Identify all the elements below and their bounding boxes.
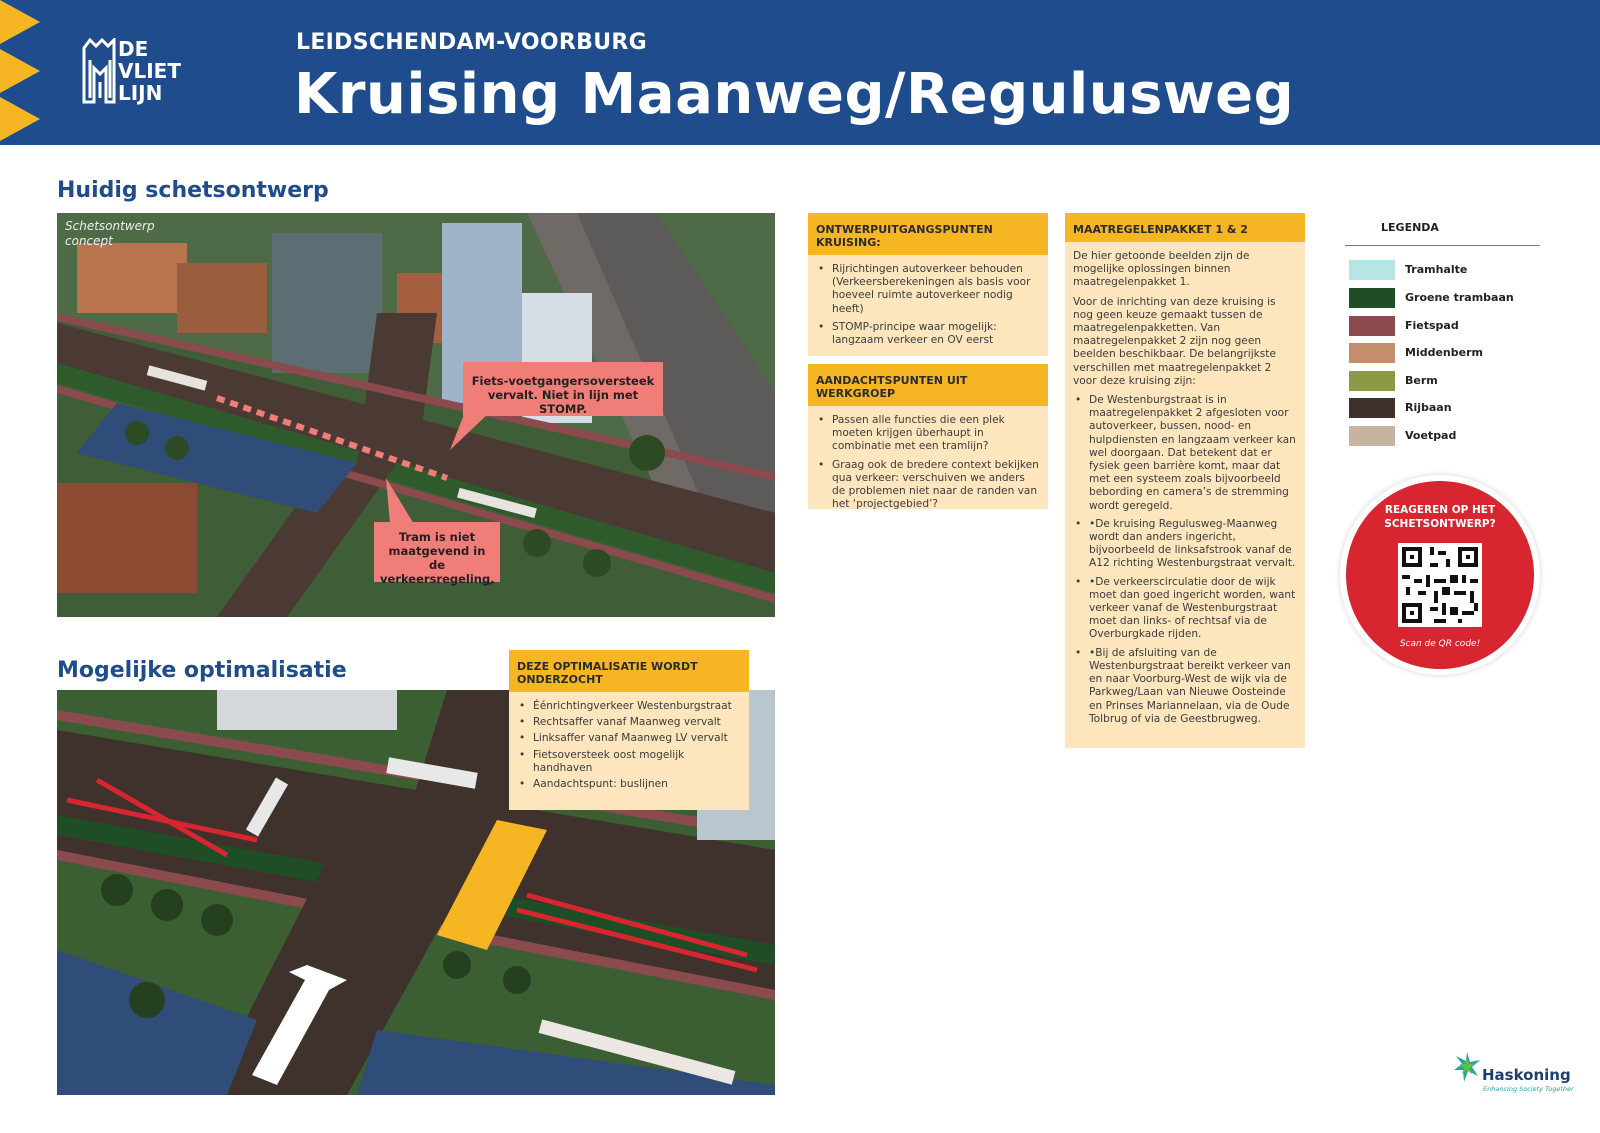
section-title-current: Huidig schetsontwerp: [57, 178, 329, 203]
logo-line-3: LIJN: [118, 81, 163, 105]
callout-tram: Tram is niet maatgevend in de verkeersregeling.: [374, 522, 500, 582]
legend-label: Groene trambaan: [1405, 291, 1514, 304]
vlietlijn-logo: [82, 38, 202, 108]
legend-swatch: [1349, 316, 1395, 336]
list-item: • Aandachtspunt: buslijnen: [519, 778, 741, 791]
watermark-line-2: concept: [65, 234, 113, 248]
legend-title: LEGENDA: [1381, 221, 1439, 234]
list-item: • •Bij de afsluiting van de Westenburgstraat bereikt verkeer van en naar Voorburg-West de wijk via de Parkweg/Laan van Nieuwe Oosteinde en Prinses Mariannelaan, via de Oude Tolbrug of via de Geestbrugweg.: [1075, 647, 1297, 726]
list-item: • Rechtsaffer vanaf Maanweg vervalt: [519, 716, 741, 729]
attention-points-title: AANDACHTSPUNTEN UIT WERKGROEP: [808, 364, 1048, 406]
qr-subtitle: Scan de QR code!: [1399, 639, 1481, 649]
brand-name: Haskoning: [1482, 1066, 1571, 1084]
list-item: • De Westenburgstraat is in maatregelenpakket 2 afgesloten voor autoverkeer, bussen, nood- en hulpdiensten en langzaam verkeer kan wel doorgaan. Dat betekent dat er fysiek geen barrière komt, maar dat met een systeem zoals bijvoorbeeld bebording en camera’s de stremming wordt geregeld.: [1075, 394, 1297, 513]
list-item: • Rijrichtingen autoverkeer behouden (Verkeersberekeningen als basis voor hoeveel ruimte autoverkeer nodig heeft): [818, 263, 1040, 316]
measures-intro-2: Voor de inrichting van deze kruising is nog geen keuze gemaakt tussen de maatregelenpakketten. Van maatregelenpakket 2 zijn nog geen beelden beschikbaar. De belangrijkste verschillen met maatregelenpakket 2 voor deze kruising zijn:: [1073, 295, 1276, 387]
header-banner: [0, 0, 1600, 145]
optimization-list: [509, 692, 749, 802]
legend-swatch: [1349, 288, 1395, 308]
logo-text: [118, 38, 181, 104]
optimization-box-title: DEZE OPTIMALISATIE WORDT ONDERZOCHT: [509, 650, 749, 692]
design-principles-list: [808, 255, 1048, 360]
measures-package-box: [1065, 213, 1305, 748]
measures-intro-1: De hier getoonde beelden zijn de mogelijke oplossingen binnen maatregelenpakket 1.: [1073, 250, 1250, 289]
qr-code-icon[interactable]: [1398, 543, 1482, 627]
chevron-decoration: [0, 0, 40, 44]
attention-points-list: [808, 406, 1048, 524]
legend-label: Voetpad: [1405, 429, 1457, 442]
haskoning-flower-icon: [1452, 1050, 1482, 1084]
region-label: LEIDSCHENDAM-VOORBURG: [296, 30, 647, 55]
section-title-optimal: Mogelijke optimalisatie: [57, 658, 347, 683]
legend-swatch: [1349, 343, 1395, 363]
design-principles-title: ONTWERPUITGANGSPUNTEN KRUISING:: [808, 213, 1048, 255]
chevron-decoration: [0, 97, 40, 141]
logo-line-1: DE: [118, 37, 149, 61]
qr-circle: [1346, 481, 1534, 669]
list-item: • STOMP-principe waar mogelijk: langzaam verkeer en OV eerst: [818, 321, 1040, 347]
qr-response-badge[interactable]: [1340, 475, 1540, 675]
legend-swatch: [1349, 371, 1395, 391]
concept-watermark: [65, 219, 155, 249]
legend-label: Middenberm: [1405, 346, 1483, 359]
list-item: • Éénrichtingverkeer Westenburgstraat: [519, 700, 741, 713]
legend-swatch: [1349, 398, 1395, 418]
list-item: • Passen alle functies die een plek moeten krijgen überhaupt in combinatie met een tramlijn?: [818, 414, 1040, 454]
brand-tagline: Enhancing Society Together: [1483, 1085, 1574, 1093]
measures-package-title: MAATREGELENPAKKET 1 & 2: [1065, 213, 1305, 242]
attention-points-box: [808, 364, 1048, 509]
page-title: Kruising Maanweg/Regulusweg: [294, 62, 1295, 127]
list-item: • Graag ook de bredere context bekijken qua verkeer: verschuiven we anders de problemen niet naar de randen van het ‘projectgebied’?: [818, 459, 1040, 512]
legend-label: Berm: [1405, 374, 1438, 387]
list-item: • •De verkeerscirculatie door de wijk moet dan goed ingericht worden, want verkeer vanaf de Westenburgstraat moet dan links- of rechtsaf via de Overburgkade rijden.: [1075, 576, 1297, 642]
legend-label: Tramhalte: [1405, 263, 1468, 276]
legend-swatch: [1349, 260, 1395, 280]
list-item: • •De kruising Regulusweg-Maanweg wordt dan anders ingericht, bijvoorbeeld de linksafstrook vanaf de A12 richting Westenburgstraat vervalt.: [1075, 518, 1297, 571]
measures-list: [1065, 394, 1305, 739]
chevron-decoration: [0, 49, 40, 93]
list-item: • Linksaffer vanaf Maanweg LV vervalt: [519, 732, 741, 745]
logo-line-2: VLIET: [118, 59, 181, 83]
callout-pointer-icon: [380, 478, 420, 526]
legend-label: Fietspad: [1405, 319, 1459, 332]
watermark-line-1: Schetsontwerp: [65, 219, 155, 233]
callout-pointer-icon: [445, 412, 495, 452]
legend-divider: [1345, 245, 1540, 246]
qr-title: REAGEREN OP HET SCHETSONTWERP?: [1384, 504, 1496, 530]
logo-emblem-icon: [82, 38, 116, 104]
legend-label: Rijbaan: [1405, 401, 1452, 414]
design-principles-box: [808, 213, 1048, 356]
qr-pattern: [1398, 543, 1482, 627]
legend-swatch: [1349, 426, 1395, 446]
list-item: • Fietsoversteek oost mogelijk handhaven: [519, 749, 741, 775]
callout-fietsoversteek: Fiets-voetgangersoversteek vervalt. Niet in lijn met STOMP.: [463, 362, 663, 416]
optimization-box: [509, 650, 749, 810]
haskoning-logo: [1452, 1050, 1572, 1100]
